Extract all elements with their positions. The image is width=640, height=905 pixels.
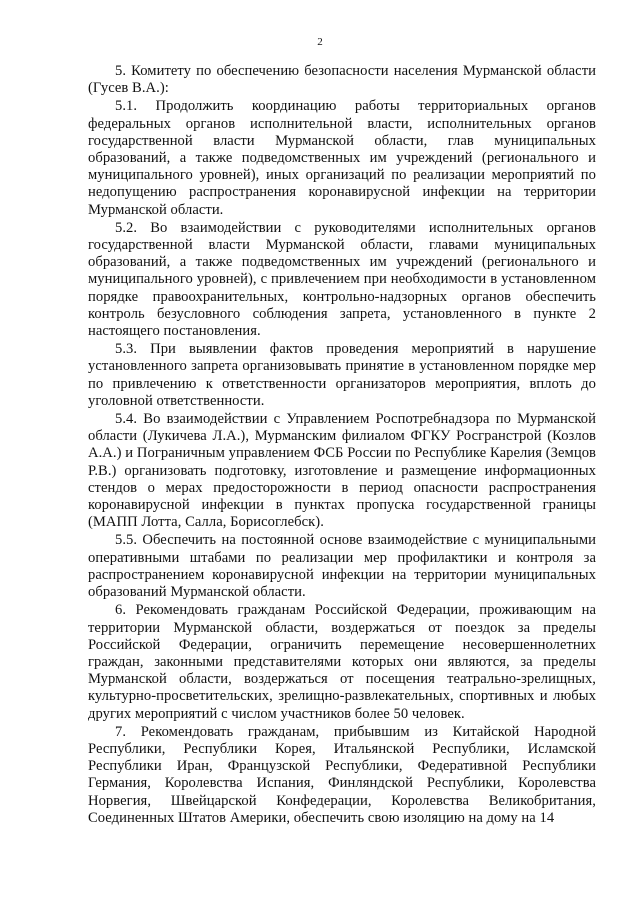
paragraph-7: 7. Рекомендовать гражданам, прибывшим из Китайской Народной Республики, Республики Корея, Итальянской Республики, Исламской Республики Иран, Французской Республики, Федеративной Республики Германия, Королевства Испания, Финляндской Республики, Королевства Норвегия, Швейцарской Конфедерации, Королевства Великобритания, Соединенных Штатов Америки, обеспечить свою изоляцию на дому на 14 [88, 723, 596, 826]
paragraph-5: 5. Комитету по обеспечению безопасности населения Мурманской области (Гусев В.А.): [88, 63, 596, 97]
paragraph-5-2: 5.2. Во взаимодействии с руководителями исполнительных органов государственной власти Мурманской области, главами муниципальных образований, а также подведомственных им учреждений (регионального и муниципального уровней), с привлечением при необходимости в установленном порядке правоохранительных, контрольно-надзорных органов обеспечить контроль безусловного соблюдения запрета, установленного в пункте 2 настоящего постановления. [88, 219, 596, 340]
paragraph-5-3: 5.3. При выявлении фактов проведения мероприятий в нарушение установленного запрета организовывать принятие в установленном порядке мер по привлечению к ответственности организаторов мероприятия, вплоть до уголовной ответственности. [88, 341, 596, 409]
page-number: 2 [317, 36, 323, 48]
paragraph-5-5: 5.5. Обеспечить на постоянной основе взаимодействие с муниципальными оперативными штабами по реализации мер профилактики и контроля за распространением коронавирусной инфекции на территории муниципальных образований Мурманской области. [88, 532, 596, 601]
paragraph-6: 6. Рекомендовать гражданам Российской Федерации, проживающим на территории Мурманской области, воздержаться от поездок за пределы Российской Федерации, ограничить перемещение несовершеннолетних граждан, законными представителями которых они являются, за пределы Мурманской области, воздержаться от посещения театрально-зрелищных, культурно-просветительских, зрелищно-развлекательных, спортивных и любых других мероприятий с числом участников более 50 человек. [88, 602, 596, 722]
document-body [88, 63, 596, 828]
paragraph-5-1: 5.1. Продолжить координацию работы территориальных органов федеральных органов исполнительной власти, исполнительных органов государственной власти Мурманской области, глав муниципальных образований, а также подведомственных им учреждений (регионального и муниципального уровней), иных организаций по реализации мероприятий по недопущению распространения коронавирусной инфекции на территории Мурманской области. [88, 98, 596, 218]
paragraph-5-4: 5.4. Во взаимодействии с Управлением Роспотребнадзора по Мурманской области (Лукичева Л.А.), Мурманским филиалом ФГКУ Росгранстрой (Козлов А.А.) и Пограничным управлением ФСБ России по Республике Карелия (Земцов Р.В.) организовать подготовку, изготовление и размещение информационных стендов о мерах предосторожности в период опасности распространения коронавирусной инфекции в пунктах пропуска государственной границы (МАПП Лотта, Салла, Борисоглебск). [88, 411, 596, 531]
